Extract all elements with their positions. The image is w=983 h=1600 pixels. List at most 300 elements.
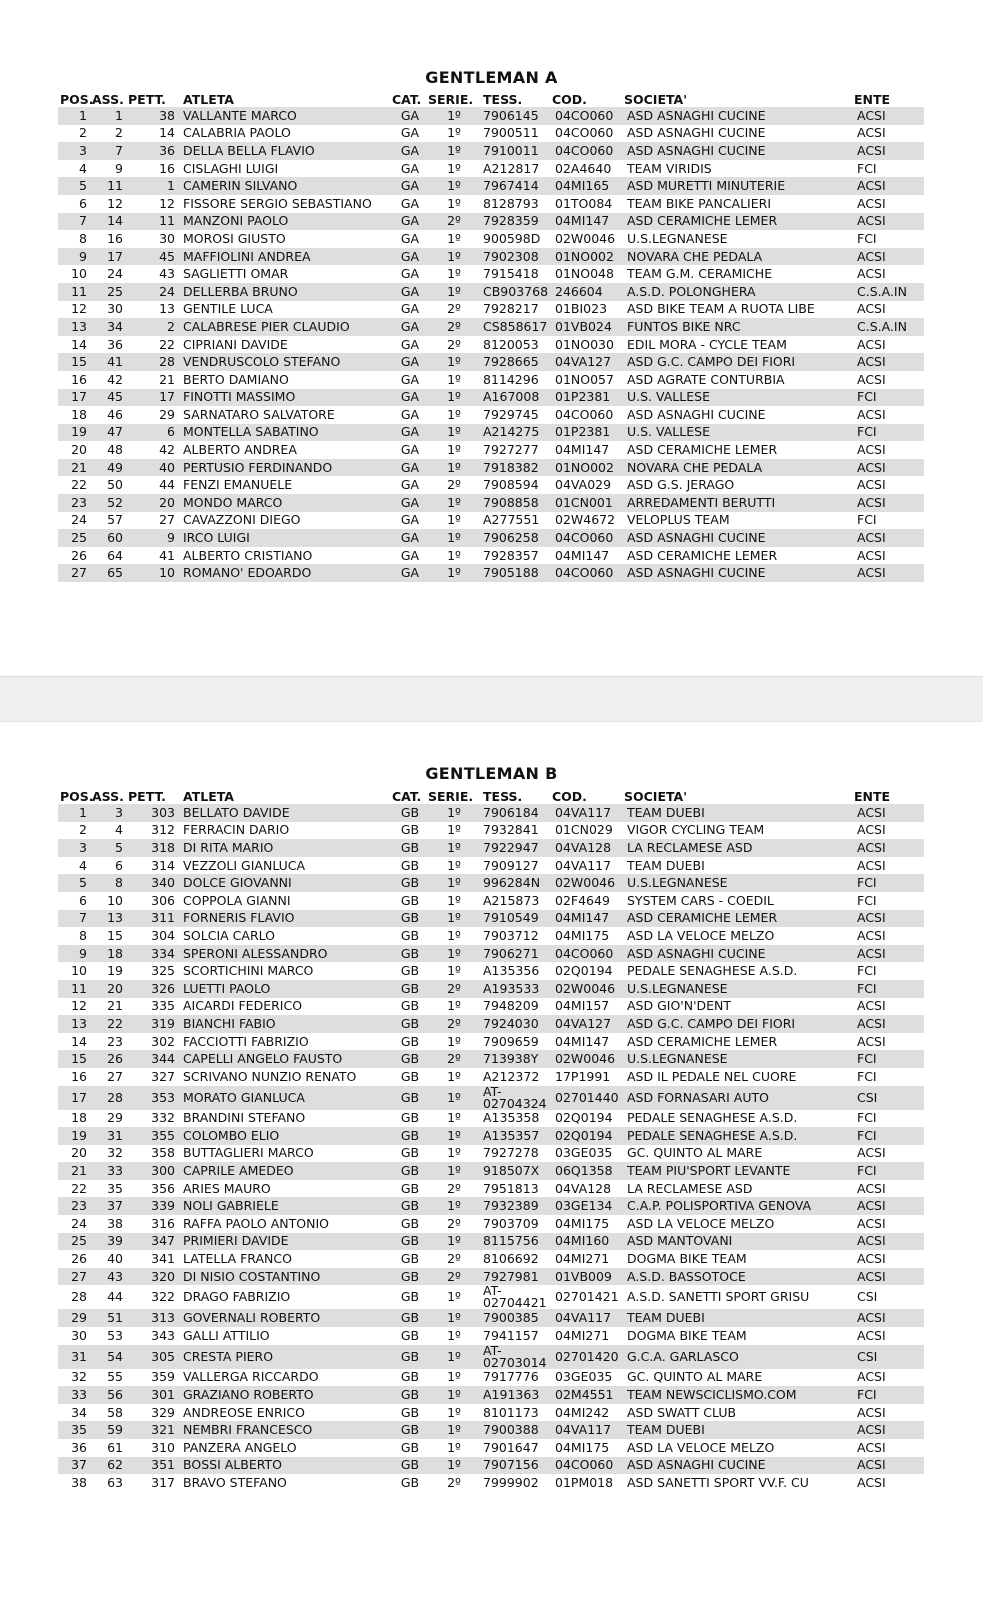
pos-cell: 24: [71, 1215, 87, 1231]
ass-cell: 29: [107, 1110, 123, 1126]
cat-cell: GB: [392, 1421, 428, 1439]
ente-cell: ACSI: [854, 353, 924, 371]
cat-cell: GA: [392, 494, 428, 512]
ente-cell: FCI: [854, 1050, 924, 1068]
cod-cell: 17P1991: [555, 1068, 611, 1084]
societa-cell: NOVARA CHE PEDALA: [624, 248, 854, 266]
serie-cell: 1º: [428, 910, 480, 928]
atleta-cell: VENDRUSCOLO STEFANO: [180, 353, 392, 371]
cat-cell: GB: [392, 1127, 428, 1145]
tess-cell: 7900511: [483, 125, 539, 141]
tess-cell: 7901647: [483, 1439, 539, 1455]
pett-cell: 312: [151, 822, 175, 838]
atleta-cell: FISSORE SERGIO SEBASTIANO: [183, 195, 372, 211]
pos-cell: 10: [71, 963, 87, 979]
table-row: [58, 1145, 924, 1163]
pett-cell: 20: [128, 494, 180, 512]
cod-cell: 04MI157: [555, 998, 610, 1014]
serie-cell: 1º: [428, 424, 480, 442]
societa-cell: TEAM DUEBI: [624, 804, 854, 822]
cod-cell: 01TO084: [555, 195, 613, 211]
table-row: [58, 494, 924, 512]
cod-cell: 03GE134: [552, 1197, 624, 1215]
societa-cell: ASD ASNAGHI CUCINE: [627, 125, 766, 141]
pos-cell: 38: [71, 1474, 87, 1490]
ass-cell: 27: [107, 1068, 123, 1084]
pett-cell: 359: [151, 1369, 175, 1385]
cat-cell: GA: [400, 371, 420, 387]
serie-cell: 2º: [428, 213, 480, 231]
pett-cell: 2: [128, 318, 180, 336]
cat-cell: GB: [392, 1197, 428, 1215]
societa-cell: ASD MURETTI MINUTERIE: [624, 177, 854, 195]
pos-cell: 14: [71, 1033, 87, 1049]
ass-cell: 23: [107, 1033, 123, 1049]
ente-cell: ACSI: [854, 839, 924, 857]
pos-cell: 4: [79, 160, 87, 176]
ass-cell: 63: [107, 1474, 123, 1490]
cat-cell: GA: [400, 195, 420, 211]
cod-cell: 04MI271: [555, 1327, 610, 1343]
tess-cell: 7967414: [480, 177, 552, 195]
atleta-cell: SCRIVANO NUNZIO RENATO: [183, 1068, 357, 1084]
ente-cell: ACSI: [857, 1404, 886, 1420]
cod-cell: 04MI147: [552, 213, 624, 231]
table-row: [58, 1068, 924, 1086]
ente-cell: ACSI: [854, 529, 924, 547]
societa-cell: TEAM VIRIDIS: [627, 160, 712, 176]
cod-cell: 04MI271: [555, 1251, 610, 1267]
ente-cell: FCI: [854, 424, 924, 442]
cod-cell: 04MI147: [555, 1033, 610, 1049]
cod-cell: 02W0046: [552, 1050, 624, 1068]
tess-cell: 7917776: [483, 1369, 539, 1385]
tess-cell: CS858617: [480, 318, 552, 336]
cod-cell: 02701420: [552, 1345, 624, 1369]
ass-cell: 26: [92, 1050, 128, 1068]
pett-cell: 355: [128, 1127, 180, 1145]
societa-cell: VELOPLUS TEAM: [627, 512, 730, 528]
cat-cell: GB: [392, 1386, 428, 1404]
ass-cell: 3: [92, 804, 128, 822]
header-row: [58, 91, 924, 107]
pos-cell: 16: [71, 371, 87, 387]
atleta-cell: RAFFA PAOLO ANTONIO: [183, 1215, 329, 1231]
ente-cell: ACSI: [857, 822, 886, 838]
pos-cell: 11: [58, 283, 92, 301]
serie-cell: 1º: [428, 177, 480, 195]
pos-cell: 14: [71, 336, 87, 352]
atleta-cell: GENTILE LUCA: [183, 301, 273, 317]
serie-cell: 1º: [447, 442, 461, 458]
cat-cell: GA: [400, 442, 420, 458]
pett-cell: 303: [128, 804, 180, 822]
tess-cell: A277551: [483, 512, 540, 528]
table-row: [58, 1327, 924, 1345]
table-row: [58, 406, 924, 424]
cat-cell: GB: [392, 1457, 428, 1475]
tess-cell: 8128793: [483, 195, 539, 211]
ente-cell: ACSI: [854, 1268, 924, 1286]
column-header-tess: TESS.: [483, 788, 523, 804]
column-header-cod: COD.: [552, 788, 587, 804]
tess-cell: 8114296: [483, 371, 539, 387]
table-row: [58, 1309, 924, 1327]
ass-cell: 37: [92, 1197, 128, 1215]
cod-cell: 02Q0194: [552, 1127, 624, 1145]
atleta-cell: ROMANO' EDOARDO: [180, 564, 392, 582]
serie-cell: 1º: [428, 839, 480, 857]
cod-cell: 01NO048: [555, 266, 614, 282]
pett-cell: 347: [128, 1233, 180, 1251]
ass-cell: 4: [115, 822, 123, 838]
atleta-cell: SPERONI ALESSANDRO: [180, 945, 392, 963]
pett-cell: 321: [128, 1421, 180, 1439]
atleta-cell: BRANDINI STEFANO: [183, 1110, 306, 1126]
pos-cell: 26: [71, 547, 87, 563]
column-header-serie: SERIE.: [428, 788, 474, 804]
atleta-cell: VALLANTE MARCO: [180, 107, 392, 125]
serie-cell: 2º: [428, 1268, 480, 1286]
serie-cell: 2º: [447, 301, 461, 317]
societa-cell: ASD AGRATE CONTURBIA: [627, 371, 785, 387]
ass-cell: 31: [92, 1127, 128, 1145]
societa-cell: ASD MANTOVANI: [624, 1233, 854, 1251]
ente-cell: ACSI: [857, 371, 886, 387]
results-page-gentleman-b: [0, 720, 983, 1600]
tess-cell: A212817: [483, 160, 540, 176]
atleta-cell: ALBERTO ANDREA: [183, 442, 297, 458]
pos-cell: 1: [58, 804, 92, 822]
ente-cell: ACSI: [857, 125, 886, 141]
atleta-cell: FACCIOTTI FABRIZIO: [183, 1033, 309, 1049]
column-header-cat: CAT.: [392, 91, 422, 107]
societa-cell: ASD CERAMICHE LEMER: [627, 442, 778, 458]
tess-cell: 7902308: [480, 248, 552, 266]
ente-cell: FCI: [854, 1127, 924, 1145]
table-row: [58, 927, 924, 945]
tess-cell: 7928357: [483, 547, 539, 563]
cat-cell: GB: [392, 1050, 428, 1068]
tess-cell: 7915418: [483, 266, 539, 282]
pos-cell: 34: [71, 1404, 87, 1420]
results-table: [58, 91, 924, 582]
societa-cell: ASD LA VELOCE MELZO: [627, 1215, 775, 1231]
pett-cell: 44: [159, 477, 175, 493]
pett-cell: 10: [128, 564, 180, 582]
atleta-cell: ARIES MAURO: [183, 1180, 271, 1196]
pett-cell: 45: [128, 248, 180, 266]
atleta-cell: FERRACIN DARIO: [183, 822, 290, 838]
ass-cell: 36: [107, 336, 123, 352]
ass-cell: 50: [107, 477, 123, 493]
serie-cell: 1º: [447, 1033, 461, 1049]
cod-cell: 02W0046: [552, 874, 624, 892]
ass-cell: 7: [92, 142, 128, 160]
ente-cell: ACSI: [854, 177, 924, 195]
ass-cell: 55: [107, 1369, 123, 1385]
cat-cell: GA: [392, 564, 428, 582]
serie-cell: 1º: [428, 107, 480, 125]
pos-cell: 8: [79, 230, 87, 246]
societa-cell: PEDALE SENAGHESE A.S.D.: [624, 1127, 854, 1145]
tess-cell: 918507X: [480, 1162, 552, 1180]
ente-cell: ACSI: [857, 927, 886, 943]
atleta-cell: CAVAZZONI DIEGO: [183, 512, 301, 528]
serie-cell: 1º: [428, 459, 480, 477]
pett-cell: 310: [151, 1439, 175, 1455]
pett-cell: 17: [128, 389, 180, 407]
cod-cell: 04MI147: [555, 547, 610, 563]
ente-cell: ACSI: [857, 266, 886, 282]
societa-cell: DOGMA BIKE TEAM: [627, 1327, 747, 1343]
pos-cell: 25: [58, 529, 92, 547]
table-row: [58, 476, 924, 494]
pos-cell: 16: [71, 1068, 87, 1084]
cod-cell: 04CO060: [552, 107, 624, 125]
ente-cell: FCI: [857, 963, 877, 979]
ente-cell: ACSI: [854, 459, 924, 477]
ente-cell: ACSI: [854, 1197, 924, 1215]
cat-cell: GB: [400, 1439, 420, 1455]
tess-cell: 8101173: [483, 1404, 539, 1420]
serie-cell: 2º: [447, 1251, 461, 1267]
table-row: [58, 1369, 924, 1387]
pett-cell: 14: [159, 125, 175, 141]
tess-cell: 7928359: [480, 213, 552, 231]
ass-cell: 10: [107, 892, 123, 908]
cat-cell: GB: [392, 1162, 428, 1180]
pos-cell: 18: [71, 406, 87, 422]
table-row: [58, 1439, 924, 1457]
cat-cell: GB: [392, 1086, 428, 1110]
pett-cell: 304: [151, 927, 175, 943]
ente-cell: ACSI: [854, 213, 924, 231]
ente-cell: ACSI: [857, 406, 886, 422]
serie-cell: 2º: [447, 1215, 461, 1231]
cat-cell: GB: [400, 1068, 420, 1084]
pos-cell: 5: [58, 177, 92, 195]
ente-cell: ACSI: [854, 142, 924, 160]
pos-cell: 22: [71, 477, 87, 493]
societa-cell: ASD CERAMICHE LEMER: [627, 1033, 778, 1049]
societa-cell: TEAM DUEBI: [624, 1309, 854, 1327]
table-row: [58, 1197, 924, 1215]
cod-cell: 02701421: [555, 1289, 619, 1305]
cod-cell: 04MI160: [552, 1233, 624, 1251]
serie-cell: 1º: [447, 892, 461, 908]
atleta-cell: ALBERTO CRISTIANO: [183, 547, 313, 563]
atleta-cell: PERTUSIO FERDINANDO: [180, 459, 392, 477]
atleta-cell: CAMERIN SILVANO: [180, 177, 392, 195]
cat-cell: GB: [400, 963, 420, 979]
table-row: [58, 125, 924, 143]
serie-cell: 1º: [447, 927, 461, 943]
ass-cell: 46: [107, 406, 123, 422]
tess-cell: 7932841: [483, 822, 539, 838]
pett-cell: 322: [151, 1289, 175, 1305]
pos-cell: 12: [71, 998, 87, 1014]
ente-cell: ACSI: [854, 248, 924, 266]
societa-cell: ASD G.S. JERAGO: [627, 477, 735, 493]
ass-cell: 6: [115, 857, 123, 873]
serie-cell: 1º: [447, 195, 461, 211]
ente-cell: ACSI: [857, 336, 886, 352]
tess-cell: 7903712: [483, 927, 539, 943]
ass-cell: 56: [92, 1386, 128, 1404]
ente-cell: ACSI: [854, 1457, 924, 1475]
pos-cell: 3: [58, 839, 92, 857]
atleta-cell: CALABRESE PIER CLAUDIO: [180, 318, 392, 336]
tess-cell: 7905188: [480, 564, 552, 582]
serie-cell: 1º: [428, 529, 480, 547]
tess-cell: A214275: [480, 424, 552, 442]
ass-cell: 28: [92, 1086, 128, 1110]
table-row: [58, 160, 924, 178]
societa-cell: ASD LA VELOCE MELZO: [627, 927, 775, 943]
societa-cell: PEDALE SENAGHESE A.S.D.: [627, 963, 798, 979]
section-title: GENTLEMAN A: [425, 68, 558, 87]
pett-cell: 327: [151, 1068, 175, 1084]
serie-cell: 1º: [447, 266, 461, 282]
ass-cell: 15: [107, 927, 123, 943]
ente-cell: CSI: [854, 1086, 924, 1110]
table-row: [58, 353, 924, 371]
atleta-cell: GOVERNALI ROBERTO: [180, 1309, 392, 1327]
ass-cell: 33: [92, 1162, 128, 1180]
pett-cell: 358: [151, 1145, 175, 1161]
cat-cell: GB: [400, 1474, 420, 1490]
ass-cell: 5: [92, 839, 128, 857]
serie-cell: 2º: [447, 477, 461, 493]
cat-cell: GB: [392, 945, 428, 963]
ass-cell: 21: [107, 998, 123, 1014]
societa-cell: TEAM DUEBI: [624, 1421, 854, 1439]
cod-cell: 04VA117: [555, 857, 612, 873]
ente-cell: ACSI: [857, 1327, 886, 1343]
ente-cell: FCI: [857, 1068, 877, 1084]
tess-cell: 7927278: [483, 1145, 539, 1161]
table-row: [58, 142, 924, 160]
pos-cell: 5: [58, 874, 92, 892]
tess-cell: 7948209: [483, 998, 539, 1014]
table-row: [58, 371, 924, 389]
societa-cell: U.S.LEGNANESE: [624, 1050, 854, 1068]
cat-cell: GA: [400, 301, 420, 317]
serie-cell: 1º: [428, 945, 480, 963]
table-row: [58, 107, 924, 125]
ass-cell: 59: [92, 1421, 128, 1439]
column-header-pett: PETT.: [128, 91, 166, 107]
ass-cell: 25: [92, 283, 128, 301]
ente-cell: ACSI: [857, 442, 886, 458]
serie-cell: 1º: [428, 874, 480, 892]
societa-cell: SYSTEM CARS - COEDIL: [627, 892, 774, 908]
ente-cell: FCI: [854, 389, 924, 407]
pett-cell: 43: [159, 266, 175, 282]
ente-cell: ACSI: [857, 1180, 886, 1196]
table-row: [58, 512, 924, 530]
atleta-cell: PRIMIERI DAVIDE: [180, 1233, 392, 1251]
serie-cell: 1º: [428, 1197, 480, 1215]
tess-cell: 7918382: [480, 459, 552, 477]
cat-cell: GA: [392, 107, 428, 125]
cod-cell: 01VB024: [552, 318, 624, 336]
serie-cell: 2º: [428, 318, 480, 336]
cod-cell: 02W0046: [552, 980, 624, 998]
table-row: [58, 1233, 924, 1251]
serie-cell: 2º: [428, 1050, 480, 1068]
serie-cell: 1º: [428, 1086, 480, 1110]
cat-cell: GA: [392, 389, 428, 407]
societa-cell: ASD LA VELOCE MELZO: [627, 1439, 775, 1455]
atleta-cell: BELLATO DAVIDE: [180, 804, 392, 822]
pos-cell: 23: [58, 494, 92, 512]
serie-cell: 1º: [428, 283, 480, 301]
pos-cell: 31: [58, 1345, 92, 1369]
pos-cell: 10: [71, 266, 87, 282]
atleta-cell: MANZONI PAOLO: [180, 213, 392, 231]
table-row: [58, 283, 924, 301]
table-row: [58, 1386, 924, 1404]
pett-cell: 9: [128, 529, 180, 547]
table-row: [58, 1086, 924, 1110]
ente-cell: FCI: [857, 512, 877, 528]
societa-cell: ASD GIO'N'DENT: [627, 998, 732, 1014]
pos-cell: 9: [58, 945, 92, 963]
cod-cell: 01CN001: [552, 494, 624, 512]
pos-cell: 4: [79, 857, 87, 873]
atleta-cell: COLOMBO ELIO: [180, 1127, 392, 1145]
cod-cell: 04VA128: [555, 1180, 612, 1196]
ente-cell: ACSI: [857, 1033, 886, 1049]
results-table: [58, 788, 924, 1492]
pos-cell: 23: [58, 1197, 92, 1215]
atleta-cell: NOLI GABRIELE: [180, 1197, 392, 1215]
cat-cell: GB: [400, 998, 420, 1014]
ente-cell: ACSI: [854, 494, 924, 512]
cat-cell: GA: [392, 213, 428, 231]
serie-cell: 1º: [428, 389, 480, 407]
atleta-cell: DOLCE GIOVANNI: [180, 874, 392, 892]
cat-cell: GB: [400, 1033, 420, 1049]
pett-cell: 329: [151, 1404, 175, 1420]
serie-cell: 1º: [447, 547, 461, 563]
ass-cell: 45: [92, 389, 128, 407]
table-row: [58, 1015, 924, 1033]
pett-cell: 320: [128, 1268, 180, 1286]
pett-cell: 301: [128, 1386, 180, 1404]
societa-cell: A.S.D. BASSOTOCE: [624, 1268, 854, 1286]
cod-cell: 04MI175: [555, 1439, 610, 1455]
ente-cell: ACSI: [857, 1251, 886, 1267]
cat-cell: GB: [400, 1180, 420, 1196]
ente-cell: CSI: [854, 1345, 924, 1369]
cat-cell: GA: [400, 406, 420, 422]
table-row: [58, 962, 924, 980]
cod-cell: 06Q1358: [552, 1162, 624, 1180]
pos-cell: 13: [58, 1015, 92, 1033]
tess-cell: 7929745: [483, 406, 539, 422]
column-header-ente: ENTE: [854, 788, 891, 804]
cod-cell: 01NO002: [552, 248, 624, 266]
column-header-societa: SOCIETA': [624, 91, 688, 107]
atleta-cell: GALLI ATTILIO: [183, 1327, 270, 1343]
cat-cell: GA: [392, 248, 428, 266]
serie-cell: 2º: [428, 1015, 480, 1033]
cat-cell: GA: [392, 177, 428, 195]
atleta-cell: BUTTAGLIERI MARCO: [183, 1145, 314, 1161]
